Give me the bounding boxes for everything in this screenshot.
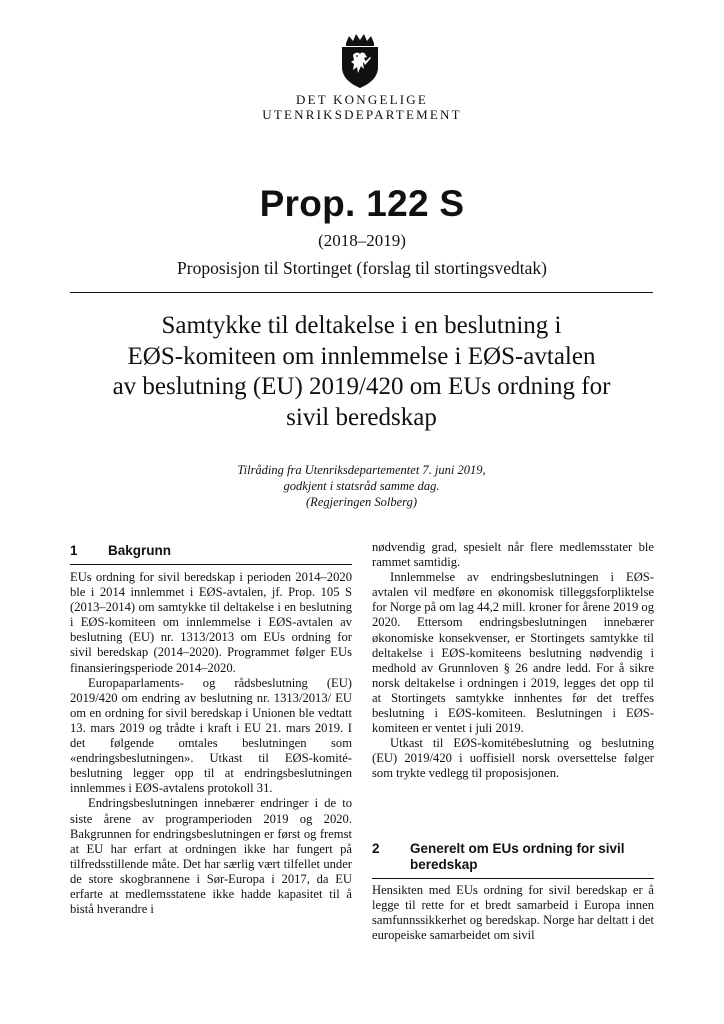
title-line: sivil beredskap — [286, 403, 437, 431]
ministry-line1: DET KONGELIGE — [296, 92, 428, 107]
proposition-subtitle: Proposisjon til Stortinget (forslag til stortingsvedtak) — [177, 258, 547, 278]
recommendation-line: godkjent i statsråd samme dag. — [283, 479, 440, 493]
title-divider — [70, 292, 653, 293]
title-line: Samtykke til deltakelse i en beslutning i — [161, 312, 562, 339]
section-body — [70, 570, 352, 917]
section-divider — [372, 878, 654, 879]
section-body — [372, 883, 654, 943]
paragraph: Endringsbeslutningen innebærer endringer i de to siste årene av programperioden 2019 og 2020. Bakgrunnen for endringsbeslutningen er først og fremst at EU har erfart at ordningen ikke har fungert på tilfredsstillende måte. Det har særlig vært tilfellet under de store skogbrannene i Sør-Europa i 2017, da EU erfarte at medlemsstatene ikke hadde kapasitet til å bistå hverandre i — [70, 796, 352, 917]
section-title: Generelt om EUs ordning for sivil beredskap — [410, 841, 625, 872]
recommendation-note — [70, 462, 653, 510]
proposition-years: (2018–2019) — [318, 231, 406, 250]
section-title: Bakgrunn — [108, 543, 172, 558]
ministry-line2: UTENRIKSDEPARTEMENT — [262, 107, 462, 122]
section-number: 2 — [372, 841, 380, 856]
paragraph: Innlemmelse av endringsbeslutningen i EØS-avtalen vil medføre en økonomisk tilleggsforpliktelse for Norge på om lag 44,2 mill. kroner for årene 2019 og 2020. Ettersom endringsbeslutningen innebærer økonomiske konsekvenser, er Stortingets samtykke til deltakelse i EØS-komiteens beslutning nødvendig i medhold av Grunnloven § 26 andre ledd. For å sikre norsk deltakelse i ordningen i 2019, legges det opp til at Stortingets samtykke innhentes før det treffes beslutning i EØS-komiteen. Beslutningen i EØS-komiteen er ventet i juli 2019. — [372, 570, 655, 736]
ministry-name — [0, 92, 724, 122]
paragraph: EUs ordning for sivil beredskap i perioden 2014–2020 ble i 2014 innlemmet i EØS-avtalen, jf. Prop. 105 S (2013–2014) om samtykke til deltakelse i en beslutning i EØS-komiteen om innlemmelse i EØS-avtalen av beslutning (EU) nr. 1313/2013 om EUs ordning for sivil beredskap (2014–2020). Programmet følger EUs finansieringsperiode 2014–2020. — [70, 570, 352, 675]
paragraph: Utkast til EØS-komitébeslutning og beslutning (EU) 2019/420 i uoffisiell norsk oversettelse følger som trykte vedlegg til proposisjonen. — [372, 736, 654, 781]
section-divider — [70, 564, 352, 565]
paragraph: nødvendig grad, spesielt når flere medlemsstater ble rammet samtidig. — [372, 540, 654, 570]
proposition-number: Prop. 122 S — [259, 183, 465, 224]
document-title — [70, 311, 653, 433]
recommendation-line: (Regjeringen Solberg) — [306, 495, 417, 509]
title-line: av beslutning (EU) 2019/420 om EUs ordning for — [112, 373, 611, 400]
section-number: 1 — [70, 543, 78, 558]
recommendation-line: Tilråding fra Utenriksdepartementet 7. juni 2019, — [237, 463, 486, 477]
title-line: EØS-komiteen om innlemmelse i EØS-avtalen — [127, 342, 596, 370]
coat-of-arms-icon — [337, 33, 383, 89]
section-body-continued — [372, 540, 654, 782]
paragraph: Europaparlaments- og rådsbeslutning (EU) 2019/420 om endring av beslutning nr. 1313/2013/ EU om en ordning for sivil beredskap i Unionen ble vedtatt 13. mars 2019 og trådte i kraft i EU 21. mars 2019. I det følgende omtales beslutningen som «endringsbeslutningen». Utkast til EØS-komitébeslutning legger opp til at endringsbeslutningen innlemmes i EØS-avtalens protokoll 31. — [70, 675, 352, 796]
paragraph: Hensikten med EUs ordning for sivil beredskap er å legge til rette for et bredt samarbeid i Europa innen samfunnssikkerhet og beredskap. Norge har deltatt i det europeiske samarbeidet om sivil — [372, 883, 654, 943]
